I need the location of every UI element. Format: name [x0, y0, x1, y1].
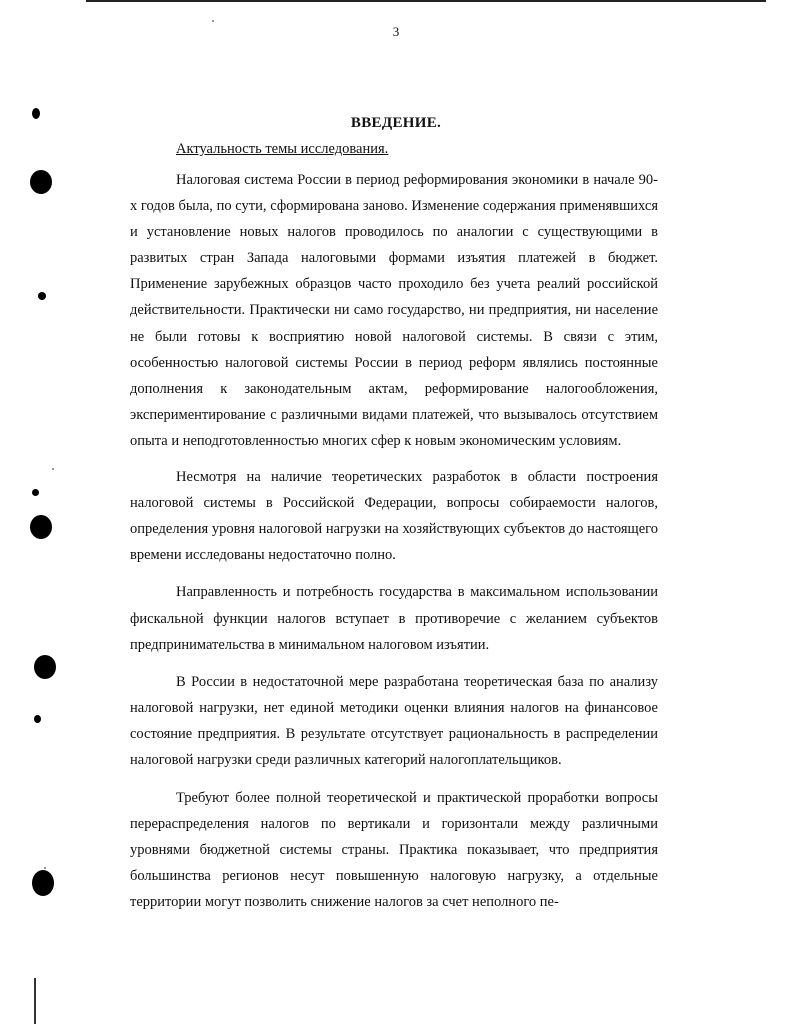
section-heading: ВВЕДЕНИЕ.	[350, 115, 442, 131]
binder-hole-mark	[32, 489, 39, 496]
binder-hole	[32, 870, 54, 896]
paragraph: Требуют более полной теоретической и практической проработки вопросы перераспределения налогов по вертикали и горизонтали между различными уровнями бюджетной системы страны. Практика показывает, что предприятия большинства регионов несут повышенную налоговую нагрузку, а отдельные территории могут позволить снижение налогов за счет неполного пе-	[130, 790, 658, 911]
top-rule	[86, 0, 766, 2]
body-text	[130, 167, 658, 927]
binder-hole-mark	[38, 292, 46, 300]
paragraph: Налоговая система России в период реформирования экономики в начале 90-х годов была, по сути, сформирована заново. Изменение содержания применявшихся и установление новых налогов проводилось по аналогии с существующими в развитых стран Запада налоговыми формами изъятия платежей в бюджет. Применение зарубежных образцов часто проходило без учета реалий российской действительности. Практически ни само государство, ни предприятия, ни население не были готовы к восприятию новой налоговой системы. В связи с этим, особенностью налоговой системы России в период реформ являлись постоянные дополнения к законодательным актам, реформирование налогообложения, экспериментирование с различными видами платежей, что вызывалось отсутствием опыта и неподготовленностью многих сфер к новым экономическим условиям.	[130, 172, 658, 449]
margin-line	[34, 978, 36, 1024]
section-subheading: Актуальность темы исследования.	[176, 141, 389, 157]
page-number: 3	[392, 24, 400, 39]
binder-hole	[34, 655, 56, 679]
scan-speck	[52, 468, 54, 470]
binder-hole	[30, 515, 52, 539]
paragraph: Направленность и потребность государства в максимальном использовании фискальной функции налогов вступает в противоречие с желанием субъектов предпринимательства в минимальном налоговом изъятии.	[130, 584, 658, 653]
scan-speck	[44, 867, 46, 869]
paragraph: Несмотря на наличие теоретических разработок в области построения налоговой системы в Российской Федерации, вопросы собираемости налогов, определения уровня налоговой нагрузки на хозяйствующих субъектов до настоящего времени исследованы недостаточно полно.	[130, 469, 658, 564]
binder-hole-mark	[34, 715, 41, 723]
scan-speck	[212, 20, 214, 22]
paragraph: В России в недостаточной мере разработана теоретическая база по анализу налоговой нагрузки, нет единой методики оценки влияния налогов на финансовое состояние предприятия. В результате отсутствует рациональность в распределении налоговой нагрузки среди различных категорий налогоплательщиков.	[130, 673, 658, 768]
binder-hole	[30, 170, 52, 194]
